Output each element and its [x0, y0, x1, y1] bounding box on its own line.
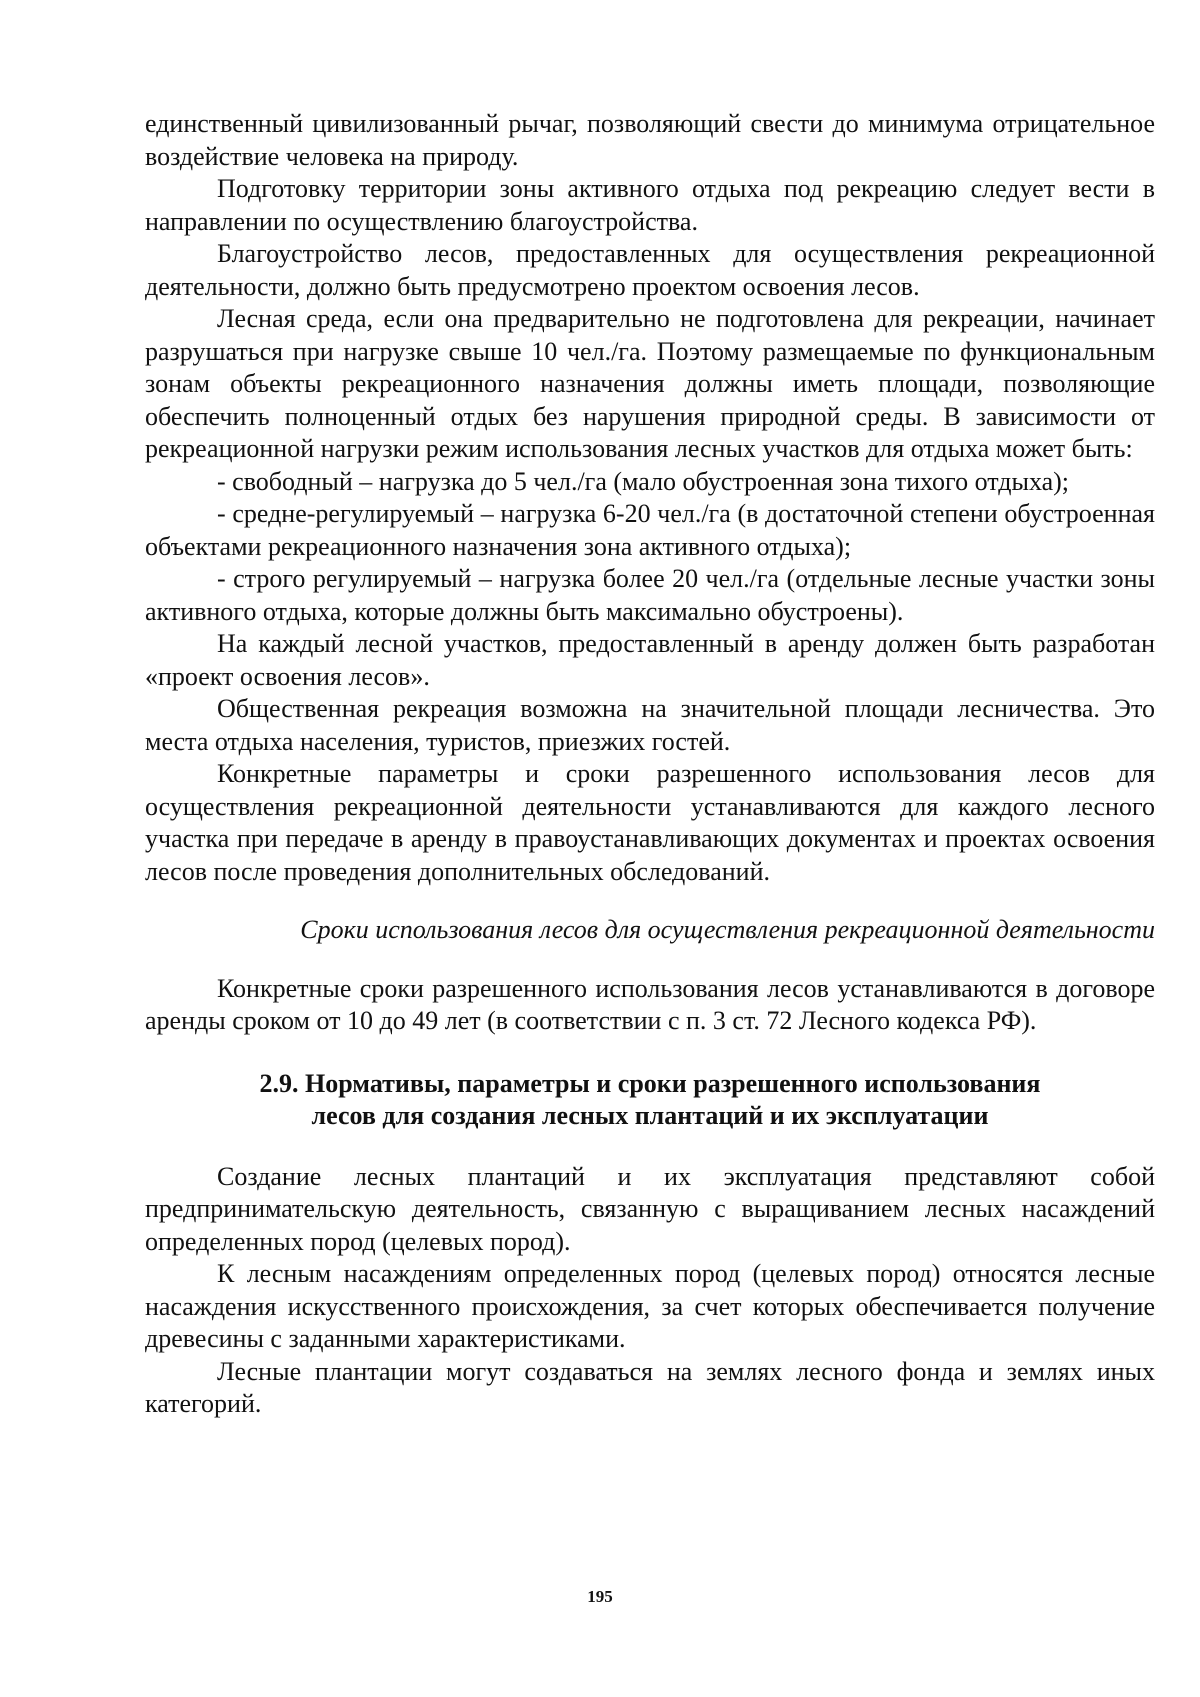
paragraph-plantations-business: Создание лесных плантаций и их эксплуатация представляют собой предпринимательскую деятельность, связанную с выращиванием лесных насаждений определенных пород (целевых пород). [145, 1161, 1155, 1256]
paragraph-plantation-lands: Лесные плантации могут создаваться на землях лесного фонда и землях иных категорий. [145, 1356, 1155, 1418]
section-heading-line-1: 2.9. Нормативы, параметры и сроки разрешенного использования [259, 1068, 1041, 1098]
paragraph-forest-environment: Лесная среда, если она предварительно не подготовлена для рекреации, начинает разрушаться при нагрузке свыше 10 чел./га. Поэтому размещаемые по функциональным зонам объекты рекреационного назначения должны иметь площади, позволяющие обеспечить полноценный отдых без нарушения природной среды. В зависимости от рекреационной нагрузки режим использования лесных участков для отдыха может быть: [145, 304, 1155, 463]
paragraph-target-species: К лесным насаждениям определенных пород (целевых пород) относятся лесные насаждения искусственного происхождения, за счет которых обеспечивается получение древесины с заданными характеристиками. [145, 1259, 1155, 1353]
paragraph-lease-terms: Конкретные сроки разрешенного использования лесов устанавливаются в договоре аренды сроком от 10 до 49 лет (в соответствии с п. 3 ст. 72 Лесного кодекса РФ). [145, 973, 1155, 1035]
paragraph-continuation: единственный цивилизованный рычаг, позволяющий свести до минимума отрицательное воздействие человека на природу. [145, 109, 1155, 171]
page-number: 195 [587, 1587, 613, 1606]
paragraph-development-project: На каждый лесной участков, предоставленный в аренду должен быть разработан «проект освоения лесов». [145, 629, 1155, 691]
paragraph-public-recreation: Общественная рекреация возможна на значительной площади лесничества. Это места отдыха населения, туристов, приезжих гостей. [145, 694, 1155, 756]
paragraph-parameters-and-terms: Конкретные параметры и сроки разрешенного использования лесов для осуществления рекреационной деятельности устанавливаются для каждого лесного участка при передаче в аренду в правоустанавливающих документах и проектах освоения лесов после проведения дополнительных обследований. [145, 759, 1155, 886]
list-item-strict-regulated-mode: - строго регулируемый – нагрузка более 20 чел./га (отдельные лесные участки зоны активного отдыха, которые должны быть максимально обустроены). [145, 564, 1155, 626]
italic-subtitle: Сроки использования лесов для осуществления рекреационной деятельности [300, 915, 1155, 944]
list-item-medium-regulated-mode: - средне-регулируемый – нагрузка 6-20 чел./га (в достаточной степени обустроенная объектами рекреационного назначения зона активного отдыха); [145, 499, 1155, 561]
section-heading [145, 1068, 1155, 1133]
paragraph-landscaping: Благоустройство лесов, предоставленных для осуществления рекреационной деятельности, должно быть предусмотрено проектом освоения лесов. [145, 239, 1155, 301]
section-heading-line-2: лесов для создания лесных плантаций и их эксплуатации [311, 1101, 989, 1130]
list-item-free-mode: - свободный – нагрузка до 5 чел./га (мало обустроенная зона тихого отдыха); [217, 466, 1070, 496]
document-page [145, 108, 1155, 1421]
paragraph-territory-preparation: Подготовку территории зоны активного отдыха под рекреацию следует вести в направлении по осуществлению благоустройства. [145, 174, 1155, 236]
